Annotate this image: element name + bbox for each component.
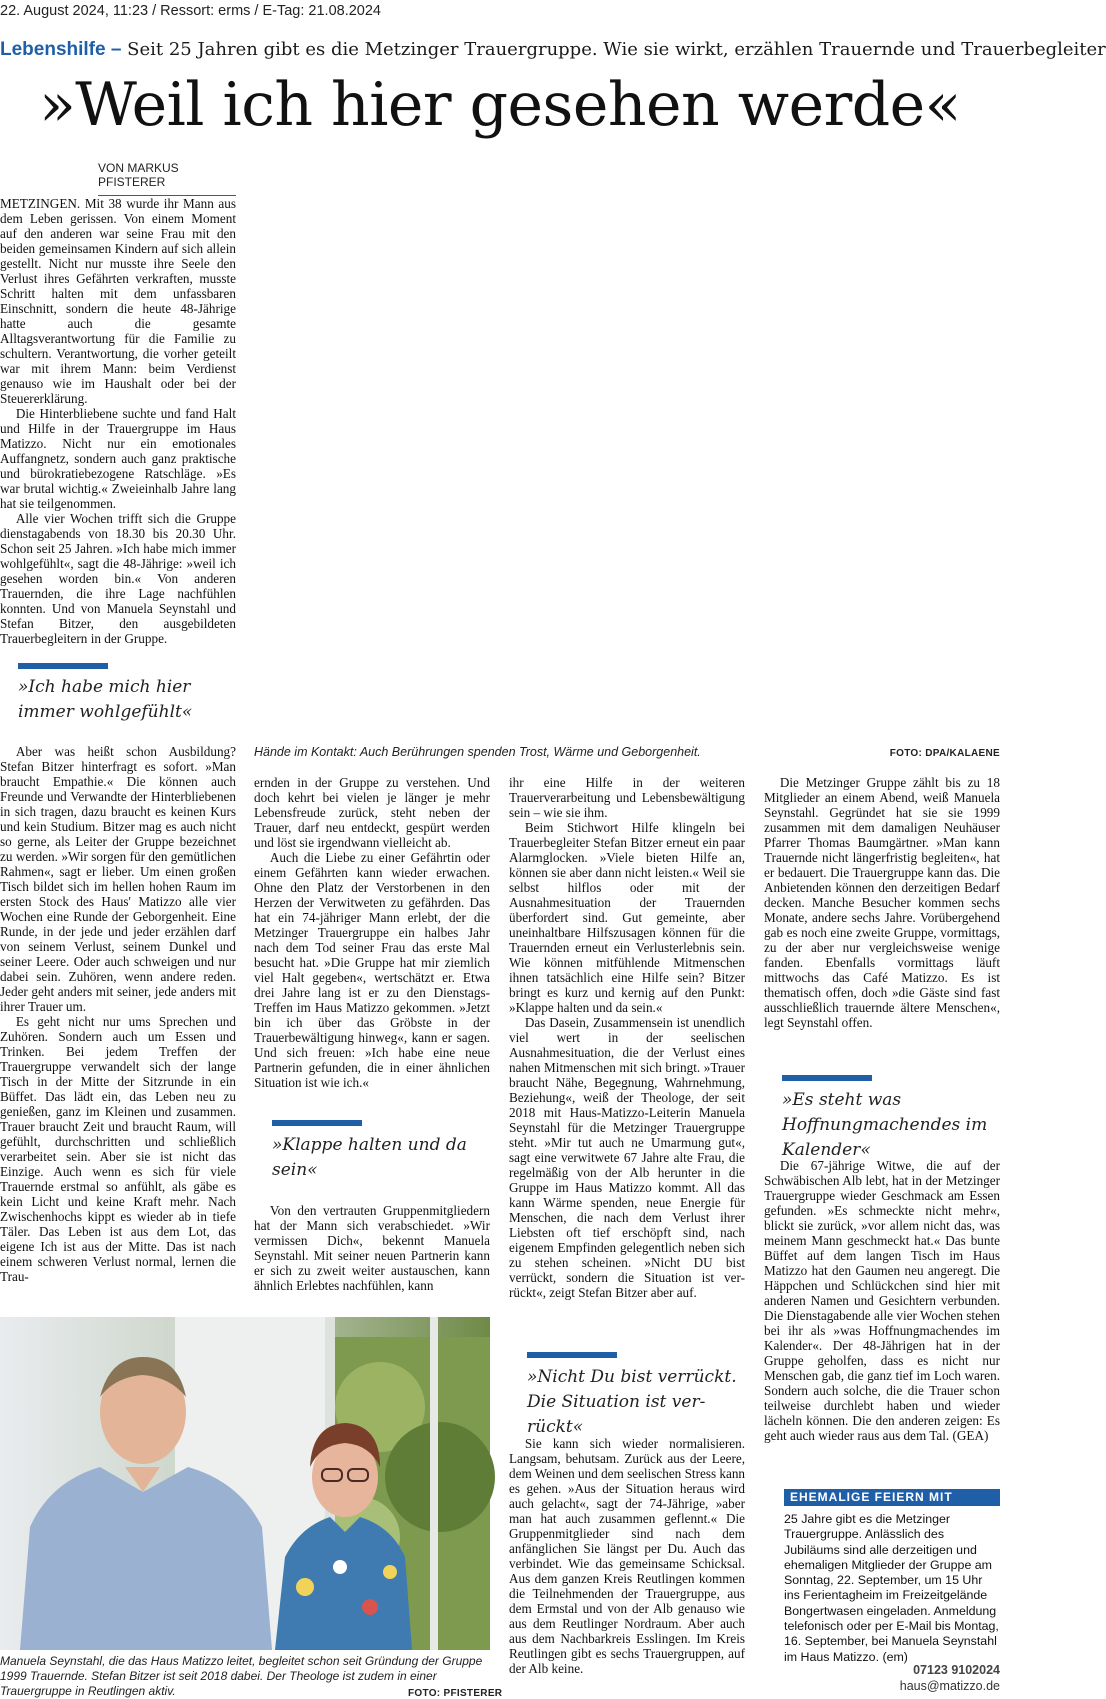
col4-paragraph-2: Die 67-jährige Witwe, die auf der Schwäbischen Alb lebt, hat in der Metzinger Trauergruppe wieder Geschmack am Essen gefunden. »Es schmeckte nicht mehr«, blickt sie zurück, »vor allem nicht das, was meinem Mann geschmeckt hat.« Das bunte Büffet auf dem langen Tisch im Haus Matizzo hat den Gaumen neu angeregt. Die Häppchen und Schlückchen sind hier mit anderen Namen und Gesichtern verbunden. Die Dienstagabende alle vier Wochen stehen bei ihr als »was Hoffnungmachendes im Kalender«. Der 48-Jährigen hat in der Gruppe geholfen, dass es nicht nur Menschen gab, die ganz tief im Loch waren. Sondern auch solche, die die Trauer schon teilweise durchlebt haben und wieder lächeln können. Die den anderen zeigen: Es geht auch wieder raus aus dem Tal. (GEA) <box>764 1158 1000 1443</box>
intro-paragraph-3: Alle vier Wochen trifft sich die Gruppe dienstagabends von 18.30 bis 20.30 Uhr. Schon seit 25 Jahren. »Ich habe mich immer wohlgefühlt«, sagt die 48-Jährige: »weil ich gesehen worden bin.« Von anderen Trauernden, die ihre Lage nachfühlen konnten. Und von Manuela Seynstahl und Stefan Bitzer, den ausgebildeten Trauerbegleitern in der Gruppe. <box>0 511 236 646</box>
col2-paragraph-3: Von den vertrauten Gruppenmitgliedern hat der Mann sich verabschiedet. »Wir vermissen Dich«, bekennt Manuela Seynstahl. Mit seiner neuen Partnerin kann er sich zu zweit weiter austauschen, kann ähnlich Erlebtes nachfühlen, kann <box>254 1203 490 1293</box>
photo-group-leaders <box>0 1317 490 1650</box>
quote-bar <box>782 1075 872 1081</box>
body-column-3b <box>509 1436 745 1676</box>
col1-paragraph-2: Es geht nicht nur ums Sprechen und Zuhören. Sondern auch um Essen und Trinken. Bei jedem Treffen der Trauergruppe verwandelt sich der lange Tisch in der Mitte der Sitzrunde in ein Büffet. Das lädt ein, das Leben neu zu genießen, ganz im Kleinen und zusammen. Trauer braucht Zeit und braucht Raum, will gefühlt, durchschritten und schließlich verarbeitet sein. Aber sie ist nicht das Einzige. Auch wenn es sich für viele Trauernde erstmal so anfühlt, als gäbe es kein Licht und keine Kraft mehr. Nach Zwischenhochs kippt es wieder ab in tiefe Täler. Das Leben ist aus dem Lot, das eigene Ich ist aus der Mitte. Das ist nach einem schweren Verlust normal, lernen die Trau- <box>0 1014 236 1284</box>
col3-paragraph-4: Sie kann sich wieder normalisieren. Langsam, behutsam. Zurück aus der Leere, dem Weinen und dem seelischen Stress kann es gehen. »Aus der Situation heraus wird auch gelacht«, sagt der 74-Jährige, »aber man hat auch zusammen geflennt.« Die Gruppenmitglieder sind nach dem anfänglichen Sie längst per Du. Auch das verbindet. Wie das gemeinsame Schicksal. Aus dem ganzen Kreis Reutlingen kommen die Teilnehmenden der Trauergruppe, aus dem Ermstal und von der Alb genauso wie aus dem Reutlinger Nordraum. Aber auch aus dem Nachbarkreis Esslingen. Im Kreis Reutlingen gibt es sechs Trauergruppen, auf der Alb keine. <box>509 1436 746 1676</box>
photo-credit-top: FOTO: DPA/KALAENE <box>889 748 1000 759</box>
photo-illustration <box>0 1317 490 1650</box>
col2-paragraph-2: Auch die Liebe zu einer Gefährtin oder einem Gefährten kann wieder erwachen. Ohne den Platz der Verstorbenen in den Herzen der Verwitweten zu gefährden. Das hat ein 74-jähriger Mann erlebt, der die Metzinger Trauergruppe ein halbes Jahr nach dem Tod seiner Frau das erste Mal besucht hat. »Die Gruppe hat mir ziemlich viel Halt gegeben«, wertschätzt er. Etwa drei Jahre lang ist er zu den Dienstags-Treffen im Haus Matizzo gekommen. »Jetzt bin ich über das Gröbste in der Trauerbewältigung hinweg«, kann er sagen. Und sich freuen: »Ich habe eine neue Partnerin gefunden, die in einer ähnlichen Situation ist wie ich.« <box>254 850 490 1090</box>
dateline: METZINGEN. <box>0 196 81 211</box>
col1-paragraph-1: Aber was heißt schon Ausbildung? Stefan Bitzer hinterfragt es sofort. »Man braucht Empathie.« Die können auch Freunde und Verwandte der Hinterbliebenen in sich tragen, dazu braucht es keinen Kurs und kein Studium. Bitzer mag es auch nicht so gerne, als Leiter der Gruppe bezeichnet zu werden. »Wir sorgen für den gemütlichen Rahmen«, sagt er lieber. Um einen großen Tisch bildet sich im hellen hohen Raum im ersten Stock des Haus' Matizzo alle vier Wochen eine Runde der Geborgenheit. Eine Runde, in der jede und jeder erzählen darf von seinem Verlust, seinem Dunkel und seiner Leere. Oder auch schweigen und nur dabei sein. Zuhören, wenn andere reden. Jeder geht anders mit seiner, jede anders mit ihrer Trauer um. <box>0 744 236 1014</box>
photo-caption-bottom: Manuela Seynstahl, die das Haus Matizzo leitet, begleitet schon seit Gründung der Gruppe 1999 Trauernde. Stefan Bitzer ist seit 2018 dabei. Der Theologe ist zudem in einer Trauergruppe in Reutlingen aktiv. <box>0 1654 483 1698</box>
col3-paragraph-3: Das Dasein, Zusammensein ist unendlich viel wert in der seelischen Ausnahmesituation, die der Verlust eines nahen Mitmenschen mit sich bringt. »Trauer braucht Nähe, Begegnung, Wahrnehmung, Beziehung«, weiß der Theologe, der seit 2018 mit Haus-Matizzo-Leiterin Manuela Seynstahl für die Metzinger Trauergruppe steht. »Mir tut auch ne Umarmung gut«, sagt eine verwitwete 67 Jahre alte Frau, die regelmäßig von der Alb herunter in die Gruppe im Haus Matizzo kommt. All das kann Wärme spenden, neue Energie für Menschen, die nach dem Verlust ihrer Liebsten oft tief erschöpft sind, nach eigenem Empfinden gelegentlich neben sich zu stehen scheinen. »Nicht DU bist verrückt, sondern die Situation ist ver-rückt«, zeigt Stefan Bitzer aber auf. <box>509 1015 745 1300</box>
body-column-1 <box>0 744 236 1284</box>
body-column-2b <box>254 1203 490 1293</box>
body-column-4 <box>764 775 1000 1030</box>
quote-bar <box>272 1120 362 1126</box>
infobox-heading: EHEMALIGE FEIERN MIT <box>784 1489 1000 1506</box>
headline: »Weil ich hier gesehen werde« <box>39 70 961 140</box>
body-column-2 <box>254 775 490 1090</box>
kicker-label: Lebenshilfe – <box>0 39 122 60</box>
byline: VON MARKUS PFISTERER <box>98 161 236 196</box>
col3-paragraph-1: ihr eine Hilfe in der weiteren Trauerverarbeitung und Lebensbewältigung sein – wie sie ihm. <box>509 775 745 820</box>
infobox-phone: 07123 9102024 <box>913 1663 1000 1677</box>
pull-quote-1: »Ich habe mich hier immer wohlgefühlt« <box>18 677 193 722</box>
article-meta: 22. August 2024, 11:23 / Ressort: erms / E-Tag: 21.08.2024 <box>0 3 381 19</box>
intro-column <box>0 196 236 646</box>
quote-bar <box>18 663 108 669</box>
pull-quote-3: »Nicht Du bist verrückt. Die Situation ist ver-rückt« <box>527 1367 737 1437</box>
quote-bar <box>527 1352 617 1358</box>
col3-paragraph-2: Beim Stichwort Hilfe klingeln bei Trauerbegleiter Stefan Bitzer erneut ein paar Alarmglocken. »Viele bieten Hilfe an, können sie aber dann nicht leisten.« Weil sie selbst hilflos oder mit der Ausnahmesituation der Trauernden überfordert sind. Gut gemeinte, aber uneinhaltbare Hilfszusagen können für die Trauernden erneut ein Verlusterlebnis sein. Wie können mitfühlende Mitmenschen ihnen tatsächlich eine Hilfe sein? Bitzer bringt es kurz und kernig auf den Punkt: »Klappe halten und da sein.« <box>509 820 745 1015</box>
photo-caption-top: Hände im Kontakt: Auch Berührungen spenden Trost, Wärme und Geborgenheit. <box>254 745 701 759</box>
intro-paragraph-1: METZINGEN. Mit 38 wurde ihr Mann aus dem Leben gerissen. Von einem Moment auf den anderen war seine Frau mit den beiden gemeinsamen Kindern auf sich allein gestellt. Nicht nur musste ihre Seele den Verlust ihres Gefährten verkraften, musste Schritt halten mit dem unfassbaren Einschnitt, sondern die heute 48-Jährige hatte auch die gesamte Alltagsverantwortung für die Familie zu schultern. Verantwortung, die vorher geteilt war mit ihrem Mann: beim Verdienst genauso wie im Haushalt oder bei der Steuererklärung. <box>0 196 236 406</box>
pull-quote-4: »Es steht was Hoffnungmachendes im Kalender« <box>782 1090 988 1160</box>
infobox-email: haus@matizzo.de <box>899 1679 1000 1693</box>
photo-credit-bottom: FOTO: PFISTERER <box>404 1688 502 1699</box>
body-column-4b <box>764 1158 1000 1443</box>
body-column-3 <box>509 775 745 1300</box>
col2-paragraph-1: ernden in der Gruppe zu verstehen. Und doch kehrt bei vielen je länger je mehr Lebensfreude zurück, steht neben der Trauer, darf neu entdeckt, gespürt werden und löst sie irgendwann vielleicht ab. <box>254 775 490 850</box>
col4-paragraph-1: Die Metzinger Gruppe zählt bis zu 18 Mitglieder an einem Abend, weiß Manuela Seynstahl. Gegründet hat sie sie 1999 zusammen mit dem damaligen Neuhäuser Pfarrer Thomas Baumgärtner. »Man kann Trauernde nicht längerfristig begleiten«, hat er bedauert. Die Trauergruppe kann das. Die Anbietenden können den derzeitigen Bedarf decken. Manche Besucher kommen sechs Monate, andere sechs Jahre. Vorübergehend gab es noch eine zweite Gruppe, vormittags, zu der aber nur vergleichsweise wenige fanden. Ebenfalls vormittags läuft mittwochs das Café Matizzo. Es ist thematisch offen, doch »die Gäste sind fast ausschließlich trauernde ältere Menschen«, legt Seynstahl offen. <box>764 775 1000 1030</box>
kicker <box>0 38 1106 61</box>
kicker-text: Seit 25 Jahren gibt es die Metzinger Trauergruppe. Wie sie wirkt, erzählen Trauernde und Trauerbegleiter <box>121 39 1106 60</box>
pull-quote-2: »Klappe halten und da sein« <box>272 1135 467 1180</box>
intro-paragraph-2: Die Hinterbliebene suchte und fand Halt und Hilfe in der Trauergruppe im Haus Matizzo. Nicht nur ein emotionales Auffangnetz, sondern auch ganz praktische und bürokratiebezogene Ratschläge. »Es war brutal wichtig.« Zweieinhalb Jahre lang hat sie teilgenommen. <box>0 406 236 511</box>
infobox-text: 25 Jahre gibt es die Metzinger Trauergruppe. Anlässlich des Jubiläums sind alle derzeitigen und ehemaligen Mitglieder der Gruppe am Sonntag, 22. September, um 15 Uhr ins Ferientagheim im Freizeitgelände Bongertwasen eingeladen. Anmeldung telefonisch oder per E-Mail bis Montag, 16. September, bei Manuela Seynstahl im Haus Matizzo. (em) <box>784 1512 999 1664</box>
